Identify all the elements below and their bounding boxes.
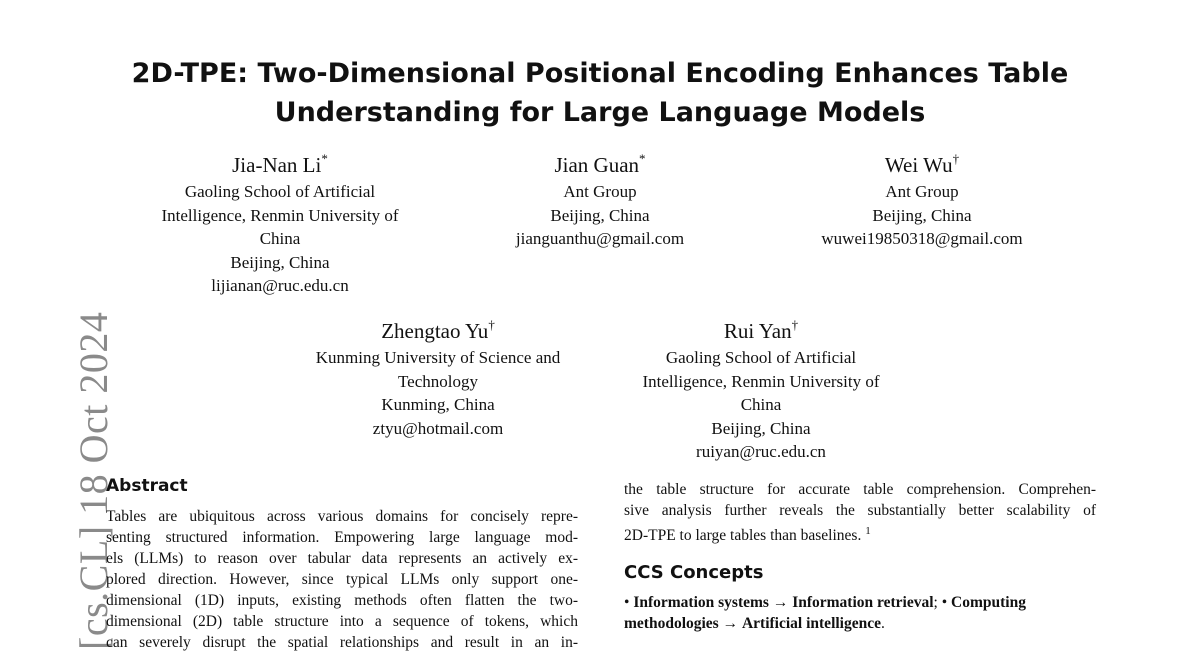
abstract-line: dimensional (2D) table structure into a sequence of tokens, which (106, 613, 578, 630)
title-line-2: Understanding for Large Language Models (274, 97, 926, 128)
author-affiliation: Gaoling School of Artificial (184, 182, 376, 201)
author-block-2 (450, 150, 750, 251)
author-location: Beijing, China (550, 205, 650, 225)
author-email: jianguanthu@gmail.com (515, 229, 685, 248)
ccs-line-2: methodologies → Artificial intelligence. (624, 615, 885, 632)
abstract-line: Tables are ubiquitous across various domains for concisely repre- (106, 508, 578, 525)
author-block-4 (288, 316, 588, 440)
author-affiliation: Ant Group (885, 182, 959, 201)
author-location: Beijing, China (230, 252, 330, 272)
abstract-line: dimensional (1D) inputs, existing methods often flatten the two- (106, 592, 578, 609)
author-email: lijianan@ruc.edu.cn (211, 276, 349, 295)
abstract-line: can severely disrupt the spatial relationships and result in an in- (106, 634, 578, 651)
abstract-line: plored direction. However, since typical LLMs only support one- (106, 571, 578, 588)
author-email: wuwei19850318@gmail.com (821, 229, 1023, 248)
abstract-line: sive analysis further reveals the substantially better scalability of (624, 502, 1096, 519)
author-name: Zhengtao Yu† (381, 317, 495, 343)
author-location: Kunming, China (381, 395, 495, 414)
author-block-5 (611, 316, 911, 464)
author-name: Jian Guan* (554, 151, 646, 177)
abstract-heading: Abstract (106, 476, 188, 496)
abstract-line: the table structure for accurate table comprehension. Comprehen- (624, 481, 1096, 498)
author-affiliation: Kunming University of Science and (315, 348, 561, 367)
author-affiliation: China (259, 229, 301, 248)
abstract-line: senting structured information. Empowering large language mod- (106, 529, 578, 546)
ccs-line-1: • Information systems → Information retrieval; • Computing (624, 594, 1026, 611)
author-name: Rui Yan† (723, 317, 799, 343)
author-affiliation: Ant Group (563, 182, 637, 201)
arxiv-sidebar-stamp (26, 311, 116, 650)
author-location: Beijing, China (711, 418, 811, 438)
author-block-3 (772, 150, 1072, 251)
author-block-1 (130, 150, 430, 298)
paper-title (100, 54, 1100, 132)
author-name: Jia-Nan Li* (232, 151, 328, 177)
abstract-line-last: 2D-TPE to large tables than baselines. $^1$ (624, 525, 871, 545)
ccs-concepts-heading: CCS Concepts (624, 562, 764, 583)
author-affiliation: Intelligence, Renmin University of (161, 205, 399, 225)
abstract-continuation (624, 479, 1096, 546)
author-affiliation: Gaoling School of Artificial (665, 348, 857, 367)
author-email: ruiyan@ruc.edu.cn (696, 442, 826, 461)
author-affiliation: Technology (397, 371, 478, 391)
title-line-1: 2D-TPE: Two-Dimensional Positional Encoding Enhances Table (131, 58, 1069, 89)
author-name: Wei Wu† (884, 151, 960, 177)
abstract-text (106, 506, 578, 653)
author-email: ztyu@hotmail.com (372, 418, 504, 438)
author-affiliation: Intelligence, Renmin University of (642, 371, 880, 391)
author-affiliation: China (740, 395, 782, 414)
abstract-line: els (LLMs) to reason over tabular data represents an actively ex- (106, 550, 578, 567)
arxiv-stamp-text: [cs.CL] 18 Oct 2024 (71, 311, 116, 650)
author-location: Beijing, China (872, 205, 972, 225)
ccs-concepts-text (624, 592, 1104, 634)
footnote-mark[interactable]: 1 (865, 525, 871, 537)
